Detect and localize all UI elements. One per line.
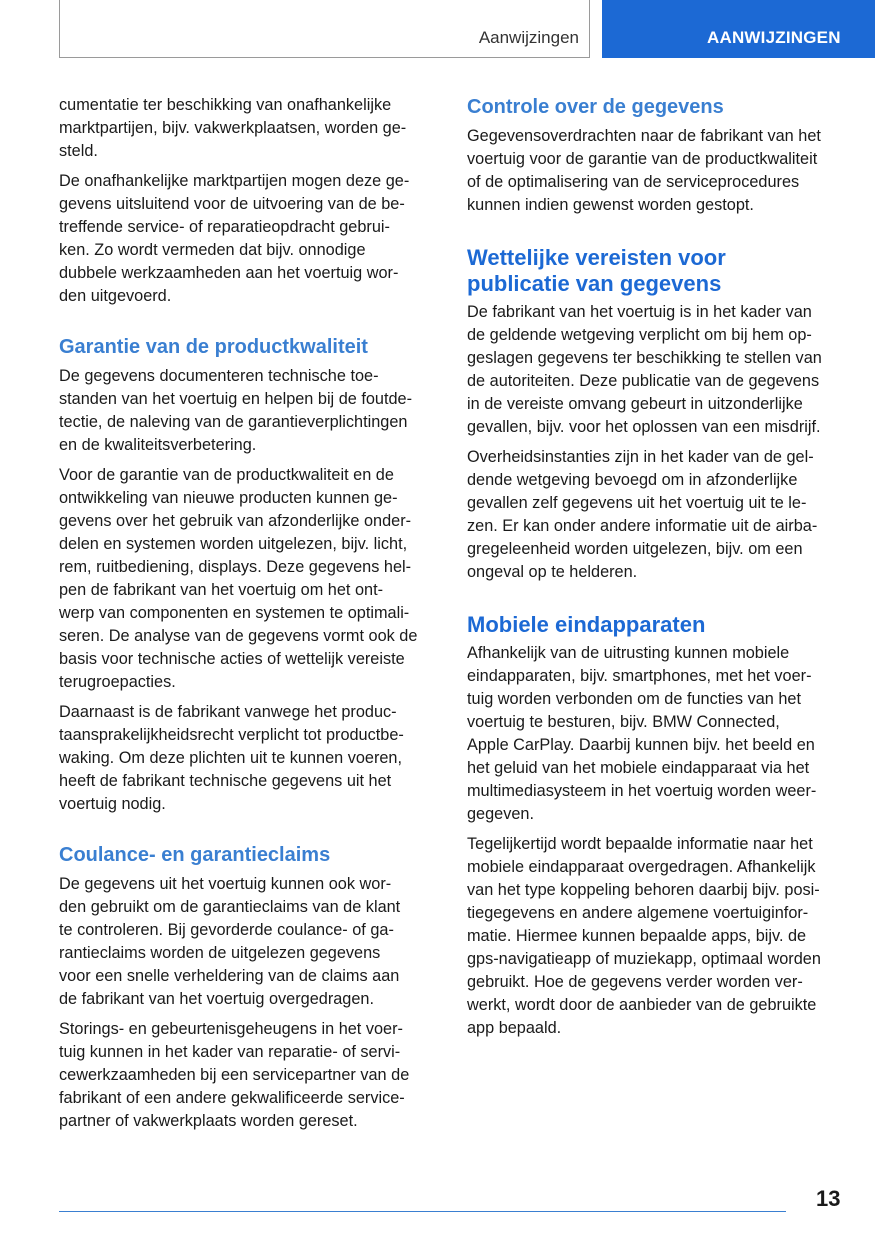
heading-mobile-devices: Mobiele eindapparaten [467, 612, 706, 637]
independent-parties-paragraph: De onafhankelijke marktpartijen mogen deze ge- gevens uitsluitend voor de uitvoering van de be- treffende service- of reparatieopdracht gebrui- ken. Zo wordt vermeden dat bijv. onnodige dubbele werkzaamheden aan het voertuig wor- den uitgevoerd. [59, 172, 410, 305]
intro-paragraph: cumentatie ter beschikking van onafhankelijke marktpartijen, bijv. vakwerkplaatsen, worden ge- steld. [59, 96, 407, 160]
heading-legal-requirements: Wettelijke vereisten voor publicatie van gegevens [467, 245, 726, 296]
product-quality-paragraph-3: Daarnaast is de fabrikant vanwege het produc- taansprakelijkheidsrecht verplicht tot productbe- waking. Om deze plichten uit te kunnen voeren, heeft de fabrikant technische gegevens uit het voertuig nodig. [59, 703, 404, 813]
warranty-claims-paragraph-1: De gegevens uit het voertuig kunnen ook wor- den gebruikt om de garantieclaims van de klant te controleren. Bij gevorderde coulance- of ga- rantieclaims worden de uitgelezen gegevens voor een snelle verheldering van de claims aan de fabrikant van het voertuig overgedragen. [59, 875, 401, 1008]
legal-requirements-paragraph-2: Overheidsinstanties zijn in het kader van de gel- dende wetgeving bevoegd om in afzonderlijke gevallen zelf gegevens uit het voertuig uit te le- zen. Er kan onder andere informatie uit de airba- gregeleenheid worden uitgelezen, bijv. om een ongeval op te helderen. [467, 448, 818, 581]
warranty-claims-paragraph-2: Storings- en gebeurtenisgeheugens in het voer- tuig kunnen in het kader van reparatie- of servi- cewerkzaamheden bij een servicepartner van de fabrikant of een andere gekwalificeerde service- partner of vakwerkplaats worden gereset. [59, 1020, 410, 1130]
footer-divider [59, 1211, 786, 1212]
mobile-devices-paragraph-1: Afhankelijk van de uitrusting kunnen mobiele eindapparaten, bijv. smartphones, met het voer- tuig worden verbonden om de functies van het voertuig te besturen, bijv. BMW Connected, Apple CarPlay. Daarbij kunnen bijv. het beeld en het geluid van het mobiele eindapparaat via het multimediasysteem in het voertuig worden weer- gegeven. [467, 644, 817, 823]
heading-data-control: Controle over de gegevens [467, 96, 724, 118]
page-number: 13 [816, 1186, 841, 1211]
header-chapter-tab[interactable] [602, 0, 875, 58]
right-column [467, 95, 847, 1047]
mobile-devices-paragraph-2: Tegelijkertijd wordt bepaalde informatie naar het mobiele eindapparaat overgedragen. Afhankelijk van het type koppeling behoren daarbij bijv. posi- tiegegevens en andere algemene voertuiginfor- matie. Hiermee kunnen bepaalde apps, bijv. de gps-navigatieapp of muziekapp, optimaal worden gebruikt. Hoe de gegevens verder worden ver- werkt, wordt door de aanbieder van de gebruikte app bepaald. [467, 835, 821, 1037]
data-control-paragraph: Gegevensoverdrachten naar de fabrikant van het voertuig voor de garantie van de productkwaliteit of de optimalisering van de serviceprocedures kunnen indien gewenst worden gestopt. [467, 127, 821, 214]
product-quality-paragraph-1: De gegevens documenteren technische toe- standen van het voertuig en helpen bij de foutde- tectie, de naleving van de garantieverplichtingen en de kwaliteitsverbetering. [59, 367, 413, 454]
header-chapter-tab-label: AANWIJZINGEN [707, 28, 841, 47]
heading-warranty-claims: Coulance- en garantieclaims [59, 844, 331, 866]
header-section-label: Aanwijzingen [478, 28, 579, 47]
left-column [59, 94, 439, 1140]
header-section-box [59, 0, 590, 58]
legal-requirements-paragraph-1: De fabrikant van het voertuig is in het kader van de geldende wetgeving verplicht om bij hem op- geslagen gegevens ter beschikking te stellen van de autoriteiten. Deze publicatie van de gegevens in de vereiste omvang gebeurt in uitzonderlijke gevallen, bijv. voor het oplossen van een misdrijf. [467, 303, 822, 436]
heading-product-quality: Garantie van de productkwaliteit [59, 336, 368, 358]
product-quality-paragraph-2: Voor de garantie van de productkwaliteit en de ontwikkeling van nieuwe producten kunnen ge- gevens over het gebruik van afzonderlijke onder- delen en systemen worden uitgelezen, bijv. licht, rem, ruitbediening, displays. Deze gegevens hel- pen de fabrikant van het voertuig om het ont- werp van componenten en systemen te optimali- seren. De analyse van de gegevens vormt ook de basis voor technische acties of wettelijk vereiste terugroepacties. [59, 466, 418, 691]
